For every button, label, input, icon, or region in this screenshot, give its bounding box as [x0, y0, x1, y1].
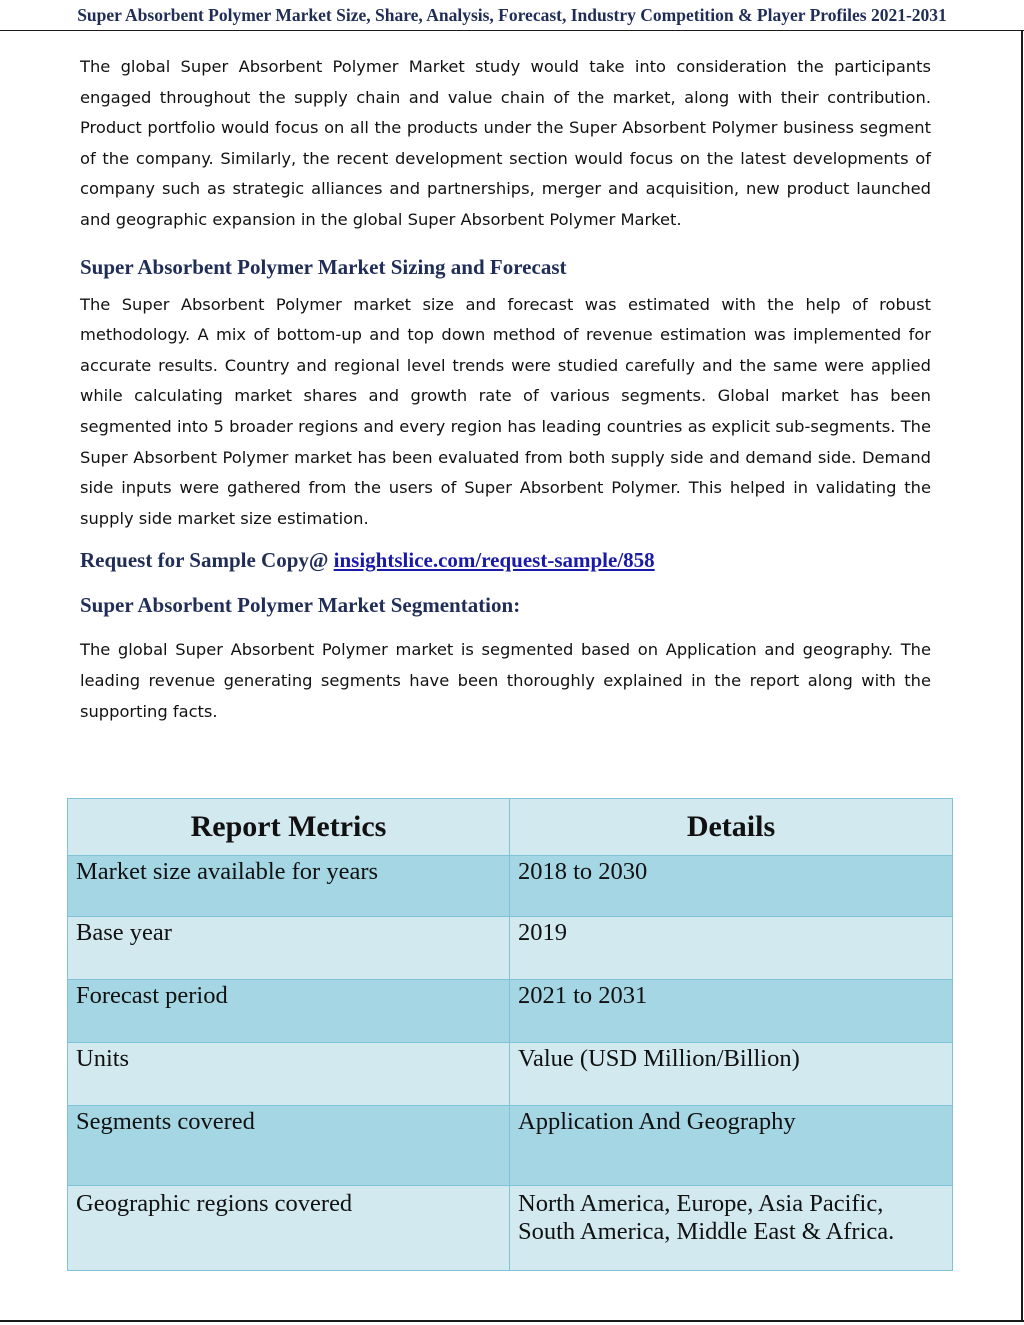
segmentation-heading: Super Absorbent Polymer Market Segmentation:	[80, 593, 521, 618]
segmentation-paragraph: The global Super Absorbent Polymer market is segmented based on Application and geography. The leading revenue generating segments have been thoroughly explained in the report along with the supporting facts.	[80, 640, 931, 721]
table-header-row	[68, 799, 953, 856]
sizing-paragraph: The Super Absorbent Polymer market size and forecast was estimated with the help of robust methodology. A mix of bottom-up and top down method of revenue estimation was implemented for accurate results. Country and regional level trends were studied carefully and the same were applied while calculating market shares and growth rate of various segments. Global market has been segmented into 5 broader regions and every region has leading countries as explicit sub-segments. The Super Absorbent Polymer market has been evaluated from both supply side and demand side. Demand side inputs were gathered from the users of Super Absorbent Polymer. This helped in validating the supply side market size estimation.	[80, 294, 931, 528]
request-sample-line	[80, 548, 931, 573]
table-cell-detail: North America, Europe, Asia Pacific, South America, Middle East & Africa.	[510, 1186, 953, 1271]
table-cell-detail: Value (USD Million/Billion)	[510, 1043, 953, 1106]
table-cell-detail: 2018 to 2030	[510, 856, 953, 917]
table-cell-detail: 2021 to 2031	[510, 980, 953, 1043]
table-cell-metric: Geographic regions covered	[68, 1186, 510, 1271]
table-cell-detail: Application And Geography	[510, 1106, 953, 1186]
table-row	[68, 856, 953, 917]
table-cell-metric: Base year	[68, 917, 510, 980]
intro-paragraph: The global Super Absorbent Polymer Market study would take into consideration the participants engaged throughout the supply chain and value chain of the market, along with their contribution. Product portfolio would focus on all the products under the Super Absorbent Polymer business segment of the company. Similarly, the recent development section would focus on the latest developments of company such as strategic alliances and partnerships, merger and acquisition, new product launched and geographic expansion in the global Super Absorbent Polymer Market.	[80, 57, 931, 229]
table-row	[68, 1043, 953, 1106]
table-cell-detail: 2019	[510, 917, 953, 980]
table-header-cell: Details	[510, 799, 953, 856]
table-cell-metric: Market size available for years	[68, 856, 510, 917]
report-metrics-table	[67, 798, 953, 1271]
page-border-bottom	[0, 1320, 1024, 1322]
table-row	[68, 980, 953, 1043]
request-sample-label: Request for Sample Copy@	[80, 548, 334, 573]
table-cell-metric: Units	[68, 1043, 510, 1106]
table-cell-metric: Segments covered	[68, 1106, 510, 1186]
table-row	[68, 1186, 953, 1271]
request-sample-link[interactable]: insightslice.com/request-sample/858	[333, 548, 655, 573]
table-row	[68, 1106, 953, 1186]
table-header-cell: Report Metrics	[68, 799, 510, 856]
table-row	[68, 917, 953, 980]
table-cell-metric: Forecast period	[68, 980, 510, 1043]
page-header-title: Super Absorbent Polymer Market Size, Share, Analysis, Forecast, Industry Competition & Player Profiles 2021-2031	[0, 0, 1024, 31]
page-border-right	[1021, 30, 1023, 1322]
document-body	[80, 52, 931, 727]
sizing-heading: Super Absorbent Polymer Market Sizing and Forecast	[80, 254, 567, 279]
